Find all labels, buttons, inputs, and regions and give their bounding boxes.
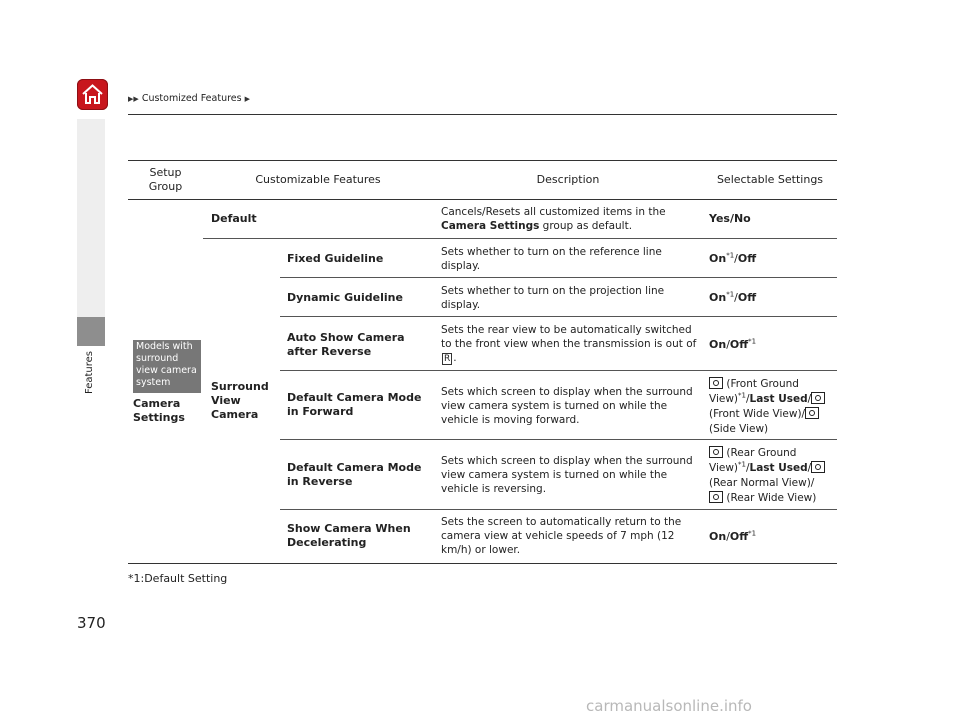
opt-last-used: Last Used — [749, 462, 808, 474]
desc-default-line1: Cancels/Resets all customized items in the — [441, 206, 666, 218]
opt-last-used: Last Used — [749, 393, 808, 405]
settings-dynamic-guideline — [709, 291, 756, 305]
feature-show-camera-decelerating: Show Camera When Decelerating — [287, 522, 411, 549]
desc-default-rest: group as default. — [539, 220, 633, 232]
opt-front-wide: (Front Wide View)/ — [709, 408, 806, 420]
opt-on: On — [709, 252, 727, 265]
desc-auto-show-camera — [441, 323, 703, 365]
header-bottom-rule — [128, 199, 837, 200]
opt-rear-wide: (Rear Wide View) — [726, 492, 817, 504]
opt-sep: / — [726, 338, 730, 351]
desc-auto-show-text: Sets the rear view to be automatically switched to the front view when the transmission is out of — [441, 324, 697, 350]
desc-default — [441, 205, 703, 233]
row-rule — [203, 238, 837, 239]
opt-on: On — [709, 530, 727, 543]
settings-default: Yes/No — [709, 212, 751, 225]
row-rule — [280, 439, 837, 440]
row-rule — [280, 509, 837, 510]
opt-off: Off — [729, 530, 749, 543]
group-camera-settings: Camera Settings — [133, 397, 185, 424]
footnote-ref: *1 — [726, 290, 735, 299]
breadcrumb-link[interactable]: Customized Features — [141, 93, 242, 104]
side-tab-track — [77, 119, 105, 317]
opt-front-ground: (Front Ground View) — [709, 378, 799, 405]
table-bottom-rule — [128, 563, 837, 564]
rear-ground-view-icon — [709, 446, 723, 458]
page-number: 370 — [77, 614, 106, 632]
feature-dynamic-guideline: Dynamic Guideline — [287, 291, 403, 304]
row-rule — [280, 277, 837, 278]
settings-default-mode-reverse: (Rear Ground View)$^{*1}$/Last Used/ (Rear Normal View)/ (Rear Wide View) — [709, 446, 837, 506]
header-setup-group: Setup Group — [148, 166, 183, 193]
table-top-rule — [128, 160, 837, 161]
desc-dynamic-guideline: Sets whether to turn on the projection line display. — [441, 285, 665, 311]
rear-normal-view-icon — [811, 461, 825, 473]
opt-off: Off — [737, 291, 757, 304]
footnote-ref: *1 — [726, 251, 735, 260]
desc-default-bold: Camera Settings — [441, 220, 540, 232]
section-label: Features — [84, 351, 95, 394]
front-wide-view-icon — [811, 392, 825, 404]
footnote-ref: *1 — [748, 337, 757, 346]
rear-wide-view-icon — [709, 491, 723, 503]
top-rule — [128, 114, 837, 115]
breadcrumb — [128, 93, 250, 104]
opt-side-view: (Side View) — [709, 423, 769, 435]
opt-rear-normal: (Rear Normal View)/ — [709, 477, 815, 489]
header-features: Customizable Features — [255, 173, 381, 186]
section-tab-marker[interactable] — [77, 317, 105, 346]
opt-off: Off — [729, 338, 749, 351]
opt-rear-ground: (Rear Ground View) — [709, 447, 797, 474]
breadcrumb-arrows: ▶▶ — [128, 95, 139, 103]
front-ground-view-icon — [709, 377, 723, 389]
settings-default-mode-forward: (Front Ground View)$^{*1}$/Last Used/ (Front Wide View)/ (Side View) — [709, 377, 837, 437]
row-rule — [280, 316, 837, 317]
feature-default-mode-reverse: Default Camera Mode in Reverse — [287, 461, 422, 488]
opt-sep: / — [726, 530, 730, 543]
models-badge: Models with surround view camera system — [133, 340, 201, 393]
home-button[interactable] — [77, 79, 108, 110]
subgroup-surround-view: Surround View Camera — [211, 380, 269, 421]
desc-default-mode-forward: Sets which screen to display when the surround view camera system is turned on while the vehicle is moving forward. — [441, 386, 693, 426]
feature-default: Default — [211, 212, 257, 225]
feature-auto-show-camera: Auto Show Camera after Reverse — [287, 331, 405, 358]
opt-sep: / — [734, 291, 738, 304]
home-icon — [81, 83, 104, 106]
side-view-icon — [805, 407, 819, 419]
watermark: carmanualsonline.info — [586, 697, 752, 715]
settings-auto-show-camera — [709, 338, 756, 352]
header-description: Description — [536, 173, 600, 186]
opt-on: On — [709, 291, 727, 304]
settings-show-camera-decelerating — [709, 530, 756, 544]
header-settings: Selectable Settings — [716, 173, 824, 186]
desc-period: . — [453, 352, 457, 364]
opt-on: On — [709, 338, 727, 351]
desc-show-camera-decelerating: Sets the screen to automatically return to the camera view at vehicle speeds of 7 mph (12 km/h) or lower. — [441, 516, 682, 556]
desc-fixed-guideline: Sets whether to turn on the reference line display. — [441, 246, 662, 272]
opt-sep: / — [734, 252, 738, 265]
desc-default-mode-reverse: Sets which screen to display when the surround view camera system is turned on while the vehicle is reversing. — [441, 455, 693, 495]
footnote-ref: *1 — [748, 529, 757, 538]
settings-fixed-guideline — [709, 252, 756, 266]
breadcrumb-arrow-end: ▶ — [244, 95, 250, 103]
feature-fixed-guideline: Fixed Guideline — [287, 252, 384, 265]
opt-off: Off — [737, 252, 757, 265]
row-rule — [280, 370, 837, 371]
gear-r-icon: R — [444, 354, 451, 364]
footnote: *1:Default Setting — [128, 572, 228, 585]
footnote-ref: *1 — [738, 391, 746, 400]
feature-default-mode-forward: Default Camera Mode in Forward — [287, 391, 422, 418]
footnote-ref: *1 — [738, 460, 746, 469]
